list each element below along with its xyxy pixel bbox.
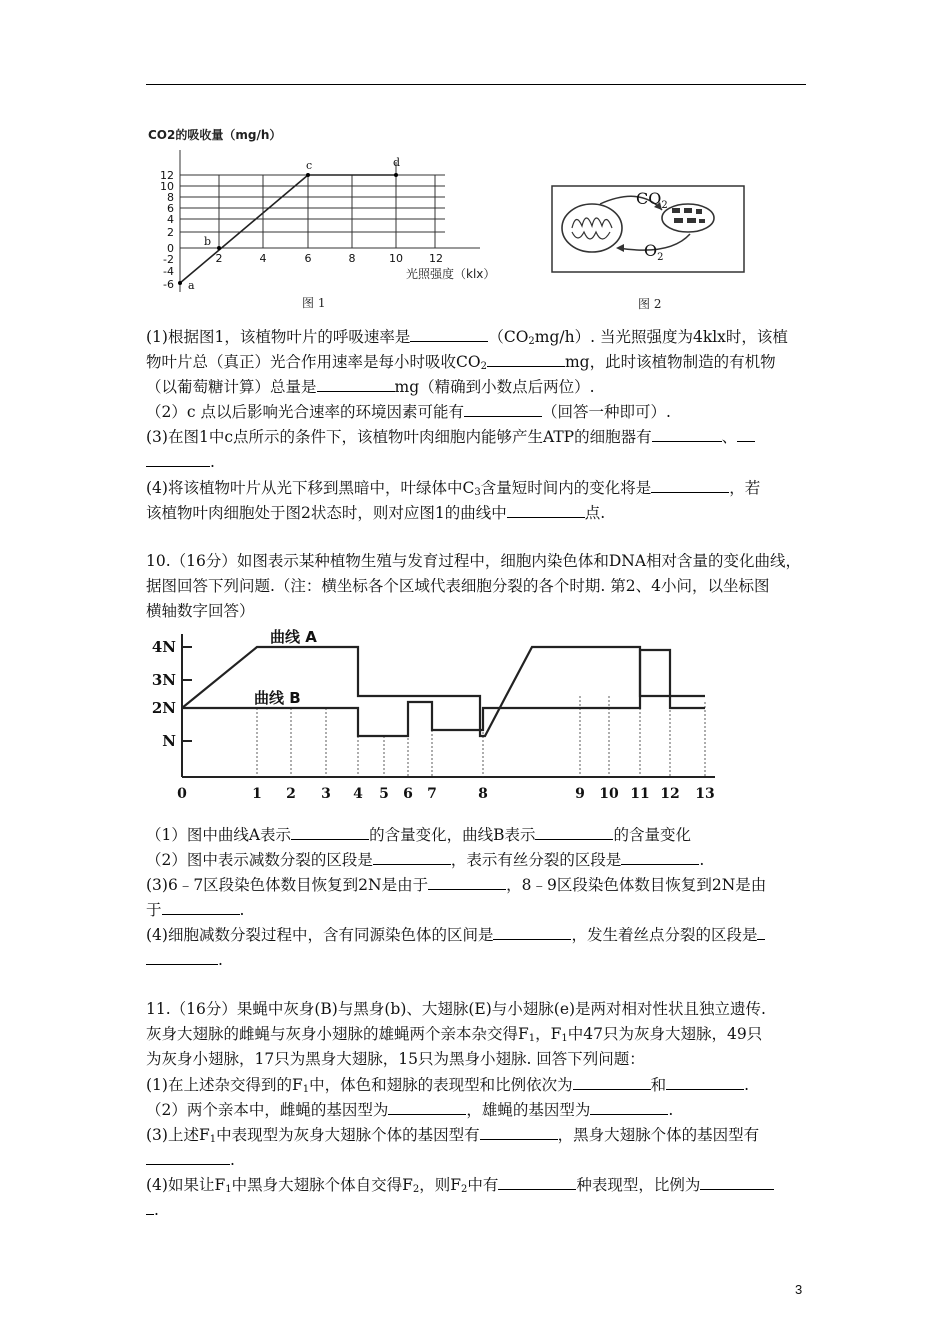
q10-text: (4)细胞减数分裂过程中，含有同源染色体的区间是 [146, 926, 494, 944]
q10-chart [140, 626, 730, 806]
y-tick: 6 [167, 202, 174, 215]
q9-text: 、 [721, 428, 738, 446]
curve-b-label: 曲线 B [254, 689, 301, 707]
q9-text: (4)将该植物叶片从光下移到黑暗中，叶绿体中C [146, 479, 475, 497]
q9-text: mg（精确到小数点后两位）. [394, 378, 595, 396]
q10-text: . [218, 951, 223, 969]
point-d-label: d [393, 156, 401, 169]
y-tick: 10 [160, 180, 174, 193]
x-tick: 4 [259, 252, 267, 265]
y-tick: 0 [167, 242, 174, 255]
subscript: 1 [225, 1184, 232, 1195]
answer-blank[interactable] [700, 1172, 774, 1190]
q9-line-6 [146, 449, 812, 475]
x-tick: 13 [695, 786, 715, 802]
q11-text: (4)如果让F [146, 1176, 226, 1194]
q10-stem-2: 据图回答下列问题.（注：横坐标各个区域代表细胞分裂的各个时期. 第2、4小问，以坐标图 [146, 577, 770, 595]
x-tick: 12 [660, 786, 680, 802]
point-c-label: c [306, 159, 313, 172]
answer-blank[interactable] [146, 947, 218, 965]
subscript: 1 [528, 1033, 536, 1044]
o2-subscript: 2 [657, 252, 664, 263]
q10-stem-3: 横轴数字回答） [146, 602, 255, 620]
x-tick: 5 [379, 786, 389, 802]
answer-blank[interactable] [487, 349, 565, 367]
answer-blank[interactable] [146, 449, 210, 467]
x-tick: 2 [215, 252, 223, 265]
q11-text: ，F [535, 1025, 562, 1043]
q11-stem-1: 11.（16分）果蝇中灰身(B)与黑身(b)、大翅脉(E)与小翅脉(e)是两对相对性状且独立遗传. [146, 1000, 766, 1018]
x-tick: 9 [575, 786, 585, 802]
subscript: 2 [461, 1184, 468, 1195]
q11-text: . [230, 1151, 235, 1169]
answer-blank[interactable] [146, 1147, 230, 1165]
y-tick: 2 [167, 226, 174, 239]
q11-text: . [668, 1101, 674, 1119]
x-tick: 8 [348, 252, 356, 265]
co2-label: CO [636, 189, 662, 208]
x-tick: 4 [353, 786, 363, 802]
x-tick: 1 [252, 786, 262, 802]
point-a-marker [178, 281, 182, 285]
q10-text: ，8﹣9区段染色体数目恢复到2N是由 [506, 876, 767, 894]
answer-blank[interactable] [410, 324, 488, 342]
q9-text: mg/h）. 当光照强度为4klx时，该植 [534, 328, 788, 346]
q9-line-3 [146, 374, 812, 400]
point-b-marker [217, 246, 221, 250]
x-tick: 10 [389, 252, 403, 265]
q10-text: 的含量变化 [613, 826, 691, 844]
header-rule [146, 84, 806, 85]
x-tick: 3 [321, 786, 331, 802]
answer-blank[interactable] [388, 1097, 466, 1115]
subscript: 2 [480, 361, 487, 372]
answer-blank[interactable] [621, 847, 699, 865]
answer-blank[interactable] [317, 374, 395, 392]
q9-text: （回答一种即可）. [541, 403, 671, 421]
answer-blank[interactable] [291, 822, 369, 840]
y-tick: 2N [151, 699, 176, 717]
q9-text: 该植物叶肉细胞处于图2状态时，则对应图1的曲线中 [146, 504, 507, 522]
answer-blank[interactable] [590, 1097, 668, 1115]
answer-blank[interactable] [507, 500, 585, 518]
answer-blank[interactable] [651, 475, 729, 493]
subscript: 1 [209, 1134, 217, 1145]
y-tick: 12 [160, 169, 174, 182]
svg-text:CO2 [636, 189, 668, 211]
q11-text: 中有 [467, 1176, 499, 1194]
x-tick: 10 [599, 786, 619, 802]
point-c-marker [306, 173, 310, 177]
y-tick: 4 [167, 213, 174, 226]
y-tick: N [162, 732, 176, 750]
q11-answer-2 [146, 1097, 812, 1123]
x-tick: 7 [427, 786, 437, 802]
y-tick: -2 [163, 253, 174, 266]
y-tick: 4N [151, 638, 176, 656]
q11-text: 种表现型，比例为 [576, 1176, 701, 1194]
x-tick: 6 [304, 252, 312, 265]
q11-stem-3: 为灰身小翅脉，17只为黑身大翅脉，15只为黑身小翅脉. 回答下列问题： [146, 1050, 645, 1068]
svg-text:O2 [644, 241, 664, 263]
q10-stem-1: 10.（16分）如图表示某种植物生殖与发育过程中，细胞内染色体和DNA相对含量的变化曲线， [146, 552, 802, 570]
q9-text: （2）c 点以后影响光合速率的环境因素可能有 [146, 403, 464, 421]
q11-text: 中黑身大翅脉个体自交得F [231, 1176, 413, 1194]
page-number: 3 [795, 1282, 803, 1297]
q9-text: ，若 [729, 479, 761, 497]
answer-blank[interactable] [428, 872, 506, 890]
answer-blank[interactable] [493, 922, 571, 940]
q9-line-8 [146, 500, 812, 526]
q10-text: 的含量变化，曲线B表示 [369, 826, 536, 844]
x-tick: 2 [286, 786, 296, 802]
q10-text: . [239, 901, 245, 919]
co2-subscript: 2 [661, 200, 668, 211]
answer-blank[interactable] [666, 1072, 744, 1090]
q10-answer-3 [146, 872, 812, 898]
y-tick: -4 [163, 265, 174, 278]
q9-text: 物叶片总（真正）光合作用速率是每小时吸收CO [146, 353, 481, 371]
curve-a-label: 曲线 A [270, 628, 317, 646]
answer-blank[interactable] [573, 1072, 651, 1090]
q11-answer-4b [146, 1197, 812, 1223]
q10-text: (3)6﹣7区段染色体数目恢复到2N是由于 [146, 876, 429, 894]
o2-label: O [644, 241, 658, 260]
q9-text: (3)在图1中c点所示的条件下，该植物叶肉细胞内能够产生ATP的细胞器有 [146, 428, 652, 446]
q10-answer-3b [146, 897, 812, 923]
figure-1-title: CO2的吸收量（mg/h） [148, 128, 282, 142]
q10-answer-1 [146, 822, 812, 848]
q10-text: （2）图中表示减数分裂的区段是 [146, 851, 373, 869]
y-tick: 3N [151, 671, 176, 689]
q11-text: 中表现型为灰身大翅脉个体的基因型有 [216, 1126, 480, 1144]
q9-text: （CO [488, 328, 529, 346]
answer-blank[interactable] [373, 847, 451, 865]
q11-text: . [154, 1201, 159, 1219]
point-d-marker [394, 173, 398, 177]
q10-answer-4 [146, 922, 812, 948]
x-tick: 12 [429, 252, 443, 265]
point-a-label: a [188, 279, 195, 292]
answer-blank[interactable] [480, 1122, 558, 1140]
mitochondrion-icon [562, 204, 622, 252]
q10-text: （1）图中曲线A表示 [146, 826, 292, 844]
answer-blank[interactable] [464, 399, 542, 417]
figure-1-caption: 图 1 [302, 296, 326, 310]
x-tick: 0 [177, 786, 187, 802]
q10-text: . [699, 851, 705, 869]
q11-text: (1)在上述杂交得到的F [146, 1076, 303, 1094]
q10-text: ，表示有丝分裂的区段是 [450, 851, 622, 869]
q10-answer-2 [146, 847, 812, 873]
q11-text: . [744, 1076, 750, 1094]
answer-blank[interactable] [146, 1197, 154, 1215]
x-tick: 11 [630, 786, 650, 802]
q9-text: （以葡萄糖计算）总量是 [146, 378, 317, 396]
chloroplast-icon [662, 204, 714, 232]
figure-1-xlabel: 光照强度（klx） [406, 267, 496, 281]
subscript: 1 [302, 1084, 310, 1095]
x-tick: 8 [478, 786, 488, 802]
point-b-label: b [204, 235, 212, 248]
answer-blank[interactable] [737, 424, 755, 442]
figure-2-caption: 图 2 [638, 297, 662, 311]
subscript: 2 [528, 336, 535, 347]
answer-blank[interactable] [652, 424, 722, 442]
q11-text: ，雄蝇的基因型为 [466, 1101, 591, 1119]
q11-text: (3)上述F [146, 1126, 210, 1144]
q10-text: ，发生着丝点分裂的区段是 [571, 926, 758, 944]
q11-text: 中，体色和翅脉的表现型和比例依次为 [309, 1076, 573, 1094]
figure-2-diagram [550, 182, 750, 312]
y-tick: 8 [167, 191, 174, 204]
figure-1-curve [180, 175, 308, 283]
q9-text: (1)根据图1，该植物叶片的呼吸速率是 [146, 328, 411, 346]
x-tick: 6 [403, 786, 413, 802]
q9-text: 点. [584, 504, 606, 522]
subscript: 2 [412, 1184, 420, 1195]
answer-blank[interactable] [498, 1172, 576, 1190]
q9-text: mg，此时该植物制造的有机物 [564, 353, 776, 371]
q11-text: 中47只为灰身大翅脉，49只 [567, 1025, 763, 1043]
q11-text: ，黑身大翅脉个体的基因型有 [557, 1126, 760, 1144]
q11-text: （2）两个亲本中，雌蝇的基因型为 [146, 1101, 389, 1119]
q9-text: 含量短时间内的变化将是 [480, 479, 652, 497]
q11-text: 灰身大翅脉的雌蝇与灰身小翅脉的雄蝇两个亲本杂交得F [146, 1025, 529, 1043]
q10-text: 于 [146, 901, 162, 919]
subscript: 1 [561, 1033, 568, 1044]
q9-line-5 [146, 424, 812, 450]
q11-answer-3b [146, 1147, 812, 1173]
y-tick: -6 [163, 278, 174, 291]
q11-text: 和 [650, 1076, 667, 1094]
q9-text: . [210, 453, 215, 471]
answer-blank[interactable] [162, 897, 240, 915]
answer-blank[interactable] [757, 922, 765, 940]
subscript: 3 [474, 487, 481, 498]
q9-line-4 [146, 399, 812, 425]
figure-1-chart [140, 122, 540, 312]
answer-blank[interactable] [535, 822, 613, 840]
q10-answer-4b [146, 947, 812, 973]
q11-text: ，则F [419, 1176, 461, 1194]
